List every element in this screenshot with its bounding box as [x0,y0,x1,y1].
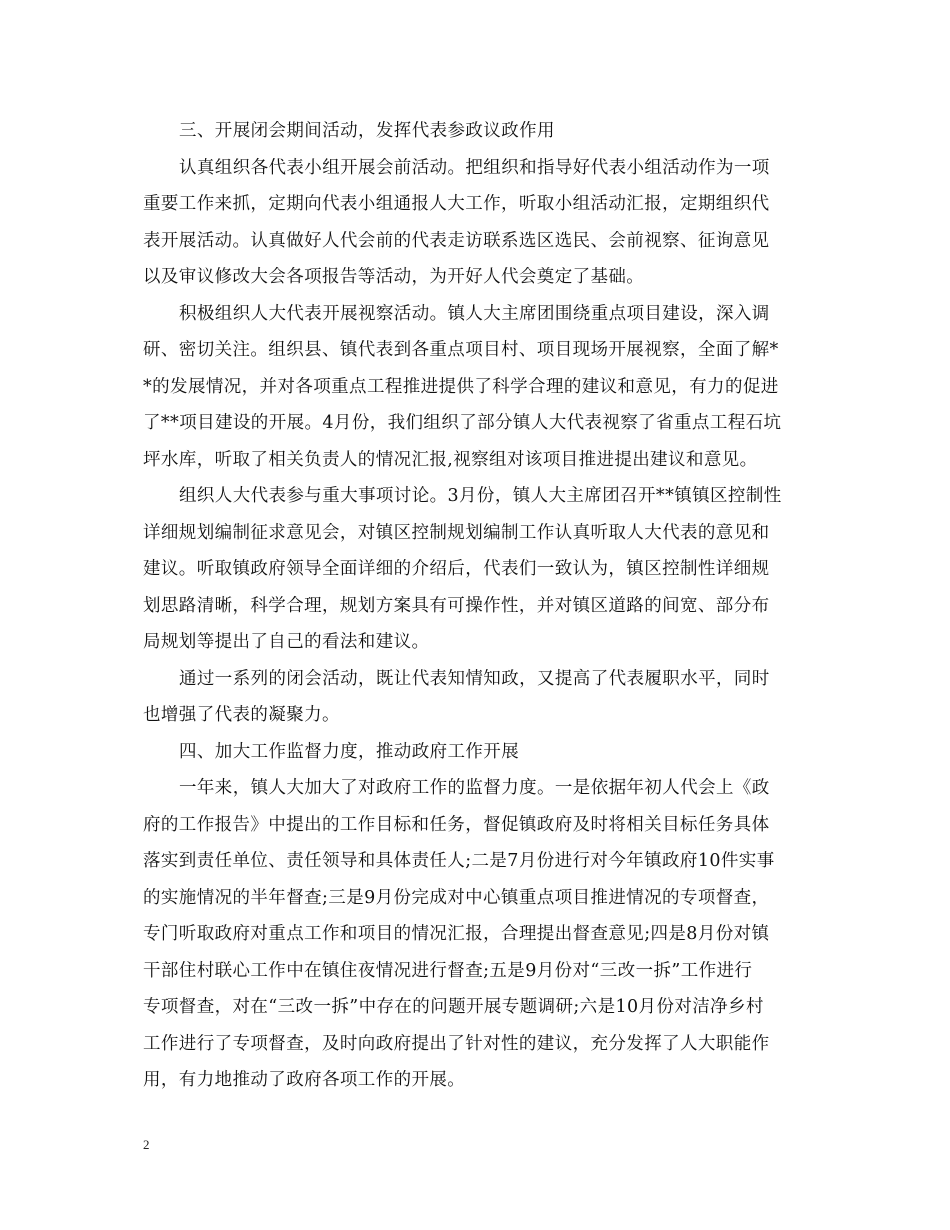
paragraph-line: 重要工作来抓，定期向代表小组通报人大工作，听取小组活动汇报，定期组织代 [143,194,770,214]
document-body [143,113,811,1099]
paragraph-line: 详细规划编制征求意见会，对镇区控制规划编制工作认真听取人大代表的意见和 [143,522,770,543]
paragraph-first-line: 认真组织各代表小组开展会前活动。把组织和指导好代表小组活动作为一项 [179,157,770,178]
paragraph-line: 专项督查，对在“三改一拆”中存在的问题开展专题调研;六是10月份对洁净乡村 [143,997,764,1017]
paragraph-line: 建议。听取镇政府领导全面详细的介绍后，代表们一致认为，镇区控制性详细规 [143,559,770,579]
paragraph-line: 工作进行了专项督查，及时向政府提出了针对性的建议，充分发挥了人大职能作 [143,1033,770,1054]
paragraph-first-line: 积极组织人大代表开展视察活动。镇人大主席团围绕重点项目建设，深入调 [179,303,770,324]
paragraph-line: 划思路清晰，科学合理，规划方案具有可操作性，并对镇区道路的间宽、部分布 [143,595,770,616]
paragraph-line: 坪水库，听取了相关负责人的情况汇报,视察组对该项目推进提出建议和意见。 [143,449,758,470]
paragraph-line: 落实到责任单位、责任领导和具体责任人;二是7月份进行对今年镇政府10件实事 [143,851,775,871]
paragraph-line: 也增强了代表的凝聚力。 [143,705,340,725]
paragraph-first-line: 四、加大工作监督力度，推动政府工作开展 [179,741,520,762]
paragraph-line: 的实施情况的半年督查;三是9月份完成对中心镇重点项目推进情况的专项督查， [143,887,770,908]
paragraph-line: 以及审议修改大会各项报告等活动，为开好人代会奠定了基础。 [143,267,645,287]
paragraph-line: 干部住村联心工作中在镇住夜情况进行督查;五是9月份对“三改一拆”工作进行 [143,960,753,981]
paragraph-line: 府的工作报告》中提出的工作目标和任务，督促镇政府及时将相关目标任务具体 [143,814,770,835]
paragraph-first-line: 三、开展闭会期间活动，发挥代表参政议政作用 [179,121,555,141]
paragraph-line: 专门听取政府对重点工作和项目的情况汇报，合理提出督查意见;四是8月份对镇 [143,924,770,944]
paragraph-line: 局规划等提出了自己的看法和建议。 [143,632,430,652]
paragraph-first-line: 通过一系列的闭会活动，既让代表知情知政，又提高了代表履职水平，同时 [179,668,770,689]
paragraph-first-line: 组织人大代表参与重大事项讨论。3月份，镇人大主席团召开**镇镇区控制性 [179,486,782,506]
paragraph-first-line: 一年来，镇人大加大了对政府工作的监督力度。一是依据年初人代会上《政 [179,778,770,798]
paragraph-line: 表开展活动。认真做好人代会前的代表走访联系选区选民、会前视察、征询意见 [143,230,770,251]
page-number: 2 [143,1137,150,1152]
paragraph-line: 用，有力地推动了政府各项工作的开展。 [143,1070,466,1090]
paragraph-line: 了**项目建设的开展。4月份，我们组织了部分镇人大代表视察了省重点工程石坑 [143,413,782,433]
paragraph-line: *的发展情况，并对各项重点工程推进提供了科学合理的建议和意见，有力的促进 [143,376,779,397]
paragraph-line: 研、密切关注。组织县、镇代表到各重点项目村、项目现场开展视察，全面了解* [143,340,779,360]
